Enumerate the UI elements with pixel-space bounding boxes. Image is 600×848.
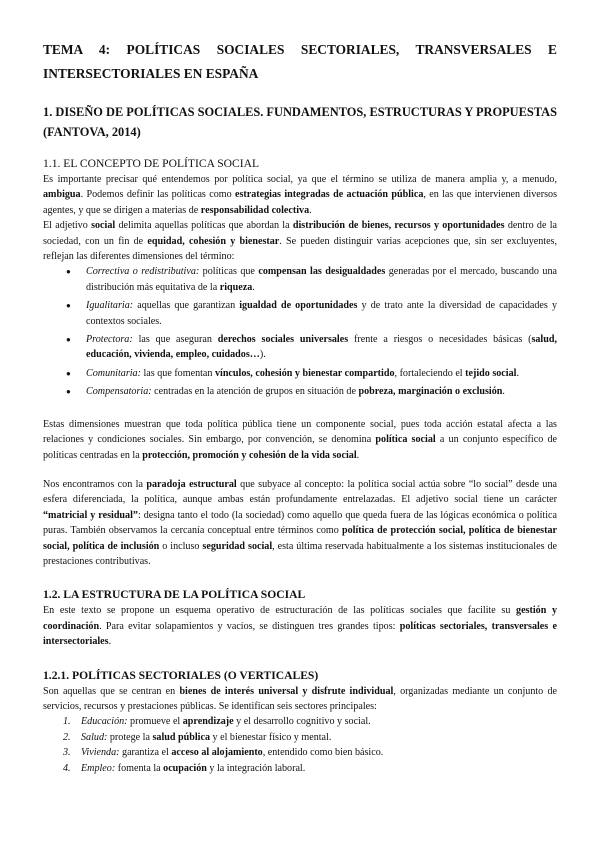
bold-text: gestión y coordinación xyxy=(43,605,557,632)
bold-text: igualdad de oportunidades xyxy=(239,300,358,312)
list-number: 4. xyxy=(63,762,71,774)
paragraph xyxy=(43,684,557,715)
text-run: , en las que intervienen diversos agentes, y que se dirigen a materias de xyxy=(43,189,558,216)
bold-text: salud, educación, vivienda, empleo, cuidados… xyxy=(86,334,557,361)
text-run: ). xyxy=(259,349,266,361)
text-run: delimita aquellas políticas que abordan la xyxy=(115,220,293,232)
list-item xyxy=(63,714,557,729)
section-1-2-heading: 1.2. LA ESTRUCTURA DE LA POLÍTICA SOCIAL xyxy=(43,588,306,602)
text-run: Son aquellas que se centran en xyxy=(43,685,180,697)
text-run: a un conjunto específico de políticas centradas en la xyxy=(43,434,557,461)
bold-text: aprendizaje xyxy=(182,716,234,728)
bold-text: bienes de interés universal y disfrute individual xyxy=(179,685,394,697)
text-run: centradas en la atención de grupos en situación de xyxy=(151,386,359,398)
text-run: Es importante precisar qué entendemos por política social, ya que el término se utiliza de manera amplia y, a menudo, xyxy=(43,174,557,185)
bold-text: pobreza, marginación o exclusión xyxy=(358,386,503,398)
list-item xyxy=(66,384,557,399)
text-run: Nos encontramos con la xyxy=(43,478,147,490)
text-run: y el desarrollo cognitivo y social. xyxy=(233,716,371,728)
paragraph xyxy=(43,218,557,264)
text-run: . xyxy=(502,386,505,398)
bold-text: estrategias integradas de actuación pública xyxy=(235,189,424,201)
list-item xyxy=(66,366,557,381)
paragraph xyxy=(43,417,557,463)
text-run: que subyace al concepto: la política social actúa sobre “lo social” desde una esfera diferenciada, la política, aunque ambas están profundamente entrelazadas. El adjetivo social tiene un carácter xyxy=(43,478,557,506)
bold-text: social xyxy=(91,220,116,232)
list-number: 3. xyxy=(63,747,71,759)
bold-text: “matricial y residual” xyxy=(43,509,138,521)
italic-text: Compensatoria: xyxy=(86,386,152,398)
text-run: políticas que xyxy=(199,266,259,278)
text-run: y el bienestar físico y mental. xyxy=(210,731,332,743)
bold-text: política de protección social, política de bienestar social, política de inclusión xyxy=(43,525,557,552)
text-run: . Para evitar solapamientos y vacíos, se distinguen tres grandes tipos: xyxy=(99,620,400,632)
text-run: . xyxy=(309,204,312,216)
bold-text: política social xyxy=(375,434,436,446)
text-run: . xyxy=(108,636,112,648)
text-run: , organizadas mediante un conjunto de servicios, recursos y prestaciones públicas. Se identifican seis sectores principales: xyxy=(43,685,557,712)
text-run: . xyxy=(356,449,360,461)
bold-text: distribución de bienes, recursos y oportunidades xyxy=(292,220,505,232)
text-run: promueve el xyxy=(127,716,183,728)
text-run: o incluso xyxy=(159,540,203,552)
italic-text: Empleo: xyxy=(81,762,116,774)
bold-text: equidad, cohesión y bienestar xyxy=(147,235,280,247)
italic-text: Igualitaria: xyxy=(86,300,134,312)
bold-text: salud pública xyxy=(152,731,210,743)
text-run: En este texto se propone un esquema operativo de estructuración de las políticas sociales que facilite su xyxy=(43,605,517,617)
text-run: , fortaleciendo el xyxy=(394,367,466,379)
italic-text: Correctiva o redistributiva: xyxy=(86,266,200,278)
text-run: generadas por el mercado, buscando una distribución más equitativa de la xyxy=(86,266,557,293)
text-run: dentro de la sociedad, con un fin de xyxy=(43,220,558,247)
text-run: frente a riesgos o necesidades básicas ( xyxy=(348,334,532,346)
bold-text: riqueza xyxy=(219,281,253,293)
text-run: y de trato ante la diversidad de capacidades y contextos sociales. xyxy=(86,300,557,327)
paragraph xyxy=(43,477,557,569)
text-run: aquellas que garantizan xyxy=(133,300,240,312)
bold-text: derechos sociales universales xyxy=(217,334,349,346)
text-run: , entendido como bien básico. xyxy=(262,747,384,759)
text-run: las que fomentan xyxy=(140,367,215,379)
italic-text: Educación: xyxy=(81,716,128,728)
text-run: Estas dimensiones muestran que toda política pública tiene un componente social, pues toda acción estatal afecta a las relaciones y condiciones sociales. Sin embargo, por convención, se denomina xyxy=(43,418,557,446)
text-run: y la integración laboral. xyxy=(206,762,306,774)
paragraph xyxy=(43,603,557,649)
italic-text: Salud: xyxy=(81,731,108,743)
section-1-heading: 1. DISEÑO DE POLÍTICAS SOCIALES. FUNDAMENTOS, ESTRUCTURAS Y PROPUESTAS (FANTOVA, 2014) xyxy=(43,105,557,139)
list-item xyxy=(66,264,557,295)
bold-text: paradoja estructural xyxy=(146,478,237,490)
section-1-1-heading: 1.1. EL CONCEPTO DE POLÍTICA SOCIAL xyxy=(43,157,260,170)
paragraph xyxy=(43,172,557,218)
text-run: protege la xyxy=(107,731,153,743)
bold-text: compensan las desigualdades xyxy=(258,266,386,278)
list-item xyxy=(66,332,557,363)
document-title: TEMA 4: POLÍTICAS SOCIALES SECTORIALES, TRANSVERSALES E INTERSECTORIALES EN ESPAÑA xyxy=(43,42,557,81)
text-run: . xyxy=(516,367,519,379)
section-1-2-1-heading: 1.2.1. POLÍTICAS SECTORIALES (O VERTICALES) xyxy=(43,668,319,682)
list-number: 2. xyxy=(63,731,71,743)
list-number: 1. xyxy=(63,716,71,728)
list-item xyxy=(66,298,557,329)
text-run: : designa tanto el todo (la sociedad) como aquello que queda fuera de las lógicas económica o política puras. También observamos la cercanía conceptual entre términos como xyxy=(43,509,557,537)
bold-text: responsabilidad colectiva xyxy=(200,204,310,216)
bold-text: políticas sectoriales, transversales e intersectoriales xyxy=(43,620,557,648)
text-run: garantiza el xyxy=(119,747,172,759)
text-run: . xyxy=(252,281,255,293)
bold-text: acceso al alojamiento xyxy=(171,747,263,759)
text-run: fomenta la xyxy=(115,762,164,774)
italic-text: Protectora: xyxy=(86,334,133,346)
italic-text: Comunitaria: xyxy=(86,367,141,379)
text-run: . Se pueden distinguir varias acepciones que, sin ser excluyentes, reflejan las diferentes dimensiones del término: xyxy=(43,235,558,263)
bold-text: tejido social xyxy=(465,367,517,379)
sectores-list xyxy=(43,714,557,776)
text-run: El adjetivo xyxy=(43,220,92,232)
bold-text: seguridad social xyxy=(202,540,273,552)
list-item xyxy=(63,761,557,776)
italic-text: Vivienda: xyxy=(81,747,120,759)
list-item xyxy=(63,730,557,745)
bold-text: ocupación xyxy=(163,762,207,774)
list-item xyxy=(63,745,557,760)
acepciones-list xyxy=(43,264,557,399)
text-run: . Podemos definir las políticas como xyxy=(80,189,235,201)
bold-text: vínculos, cohesión y bienestar compartido xyxy=(214,367,395,379)
text-run: , esta última reservada habitualmente a los sistemas institucionales de prestaciones contributivas. xyxy=(43,540,557,567)
bold-text: ambigua xyxy=(43,189,81,201)
bold-text: protección, promoción y cohesión de la vida social xyxy=(142,449,357,461)
text-run: las que aseguran xyxy=(132,334,218,346)
